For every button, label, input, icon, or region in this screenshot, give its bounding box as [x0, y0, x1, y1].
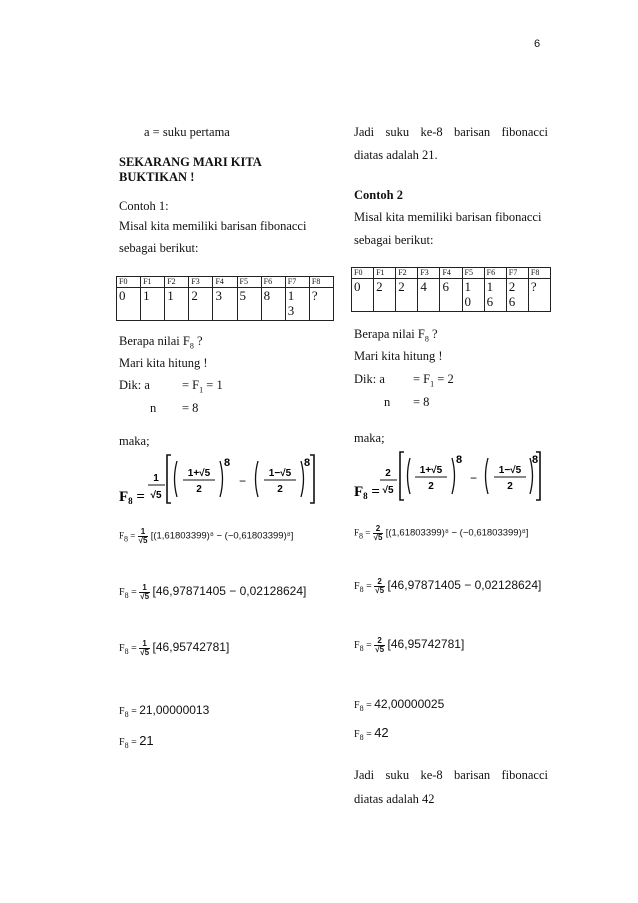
table-header-row — [352, 268, 551, 279]
minus-sign: − — [239, 474, 247, 488]
dik-a-value: = $F_1 = 1$ — [182, 378, 223, 395]
dik-a-value-2: = $F_1 = 2$ — [413, 372, 454, 389]
table-value-row — [352, 279, 551, 312]
dik-label: Dik: a — [119, 378, 150, 392]
binet-formula-2 — [352, 448, 542, 508]
table-value-cell: 0 — [117, 288, 141, 321]
result-line-2: $F_8 = 42$ — [354, 725, 389, 742]
count-line: Mari kita hitung ! — [119, 356, 208, 370]
table-header-cell: F2 — [396, 268, 418, 279]
example-1-label: Contoh 1: — [119, 199, 169, 213]
table-header-cell: F8 — [528, 268, 550, 279]
table-header-cell: F2 — [165, 277, 189, 288]
table-header-cell: F3 — [189, 277, 213, 288]
table-header-cell: F8 — [309, 277, 333, 288]
svg-text:2: 2 — [507, 481, 513, 492]
table-value-cell: ? — [309, 288, 333, 321]
f8-label: $F_8$ = — [354, 484, 380, 501]
left-bracket — [400, 452, 404, 500]
psi-numerator: 1−√5 — [498, 465, 522, 476]
intro-line2: sebagai berikut: — [119, 241, 199, 255]
step3-line: $F_8$ = $\frac{1}{√5}$ [46,95742781] — [119, 639, 230, 658]
table-header-cell: F7 — [285, 277, 309, 288]
step1-line: $F_8$ = $\frac{1}{√5}$ [(1,61803399)⁸ − (−0,61803399)⁸] — [119, 527, 294, 545]
table-value-cell: 2 — [189, 288, 213, 321]
step4-line: $F_8 = 21,00000013$ — [119, 703, 210, 719]
table-value-cell: 0 — [352, 279, 374, 312]
left-bracket — [167, 455, 171, 503]
maka-label-2: maka; — [354, 431, 385, 445]
heading-line2: BUKTIKAN ! — [119, 170, 195, 184]
page-number: 6 — [534, 38, 541, 50]
count-line-2: Mari kita hitung ! — [354, 349, 443, 363]
table-header-cell: F3 — [418, 268, 440, 279]
intro-line1: Misal kita memiliki barisan fibonacci — [119, 219, 307, 233]
dik-label-2: Dik: a — [354, 372, 385, 386]
table-value-cell: 3 — [213, 288, 237, 321]
sqrt5-denominator: √5 — [150, 490, 162, 501]
svg-text:2: 2 — [428, 481, 434, 492]
n-label: n — [150, 401, 157, 415]
svg-text:8: 8 — [304, 457, 311, 469]
conclusion-2-line2: diatas adalah 42 — [354, 792, 435, 806]
example-2-label: Contoh 2 — [354, 188, 403, 202]
sqrt5-denominator: √5 — [382, 485, 394, 496]
minus-sign: − — [470, 471, 478, 485]
f8-label: $F_8$ = — [119, 489, 145, 506]
heading-line1: SEKARANG MARI KITA — [119, 155, 262, 169]
conclusion-2-line1: Jadi suku ke-8 barisan fibonacci — [354, 768, 548, 782]
table-value-cell: 6 — [440, 279, 462, 312]
svg-text:2: 2 — [196, 484, 202, 495]
step2-line-2: $F_8$ = $\frac{2}{√5}$ [46,97871405 − 0,02128624] — [354, 577, 542, 596]
fibonacci-table-1 — [116, 276, 334, 321]
table-value-cell: 2 — [374, 279, 396, 312]
table-value-cell: 1 — [165, 288, 189, 321]
table-value-cell: 1 3 — [285, 288, 309, 321]
question-2: Berapa nilai $F_8$ ? — [354, 327, 438, 344]
table-header-cell: F4 — [440, 268, 462, 279]
coef-numerator: 2 — [385, 468, 391, 479]
step3-line-2: $F_8$ = $\frac{2}{√5}$ [46,95742781] — [354, 636, 465, 655]
fibonacci-table-2 — [351, 267, 551, 312]
step1-line-2: $F_8$ = $\frac{2}{√5}$ [(1,61803399)⁸ − (−0,61803399)⁸] — [354, 524, 529, 542]
table-header-cell: F5 — [237, 277, 261, 288]
table-value-cell: 8 — [261, 288, 285, 321]
a-definition: a = suku pertama — [144, 125, 230, 139]
step2-line: $F_8$ = $\frac{1}{√5}$ [46,97871405 − 0,02128624] — [119, 583, 307, 602]
table-value-cell: 2 6 — [506, 279, 528, 312]
exponent: 8 — [456, 454, 463, 466]
table-header-cell: F6 — [261, 277, 285, 288]
table-header-row — [117, 277, 334, 288]
exponent: 8 — [224, 457, 231, 469]
result-line: $F_8 = 21$ — [119, 733, 154, 750]
n-value: = 8 — [182, 401, 199, 415]
phi-numerator: 1+√5 — [187, 468, 211, 479]
table-value-cell: 4 — [418, 279, 440, 312]
table-header-cell: F6 — [484, 268, 506, 279]
right-bracket — [310, 455, 314, 503]
maka-label: maka; — [119, 434, 150, 448]
step4-line-2: $F_8 = 42,00000025$ — [354, 697, 445, 713]
table-header-cell: F0 — [117, 277, 141, 288]
intro2-line2: sebagai berikut: — [354, 233, 434, 247]
coef-numerator: 1 — [153, 473, 159, 484]
table-header-cell: F5 — [462, 268, 484, 279]
conclusion-1-line1: Jadi suku ke-8 barisan fibonacci — [354, 125, 548, 139]
psi-numerator: 1−√5 — [268, 468, 292, 479]
table-header-cell: F0 — [352, 268, 374, 279]
svg-text:8: 8 — [532, 454, 539, 466]
table-header-cell: F1 — [374, 268, 396, 279]
table-value-cell: 5 — [237, 288, 261, 321]
table-value-cell: 1 6 — [484, 279, 506, 312]
svg-text:2: 2 — [277, 484, 283, 495]
conclusion-1-line2: diatas adalah 21. — [354, 148, 438, 162]
phi-numerator: 1+√5 — [419, 465, 443, 476]
n-value-2: = 8 — [413, 395, 430, 409]
table-value-cell: 1 — [141, 288, 165, 321]
table-value-row — [117, 288, 334, 321]
table-value-cell: 2 — [396, 279, 418, 312]
table-value-cell: ? — [528, 279, 550, 312]
table-header-cell: F7 — [506, 268, 528, 279]
intro2-line1: Misal kita memiliki barisan fibonacci — [354, 210, 542, 224]
n-label-2: n — [384, 395, 391, 409]
table-header-cell: F1 — [141, 277, 165, 288]
table-value-cell: 1 0 — [462, 279, 484, 312]
binet-formula-1 — [117, 449, 317, 509]
table-header-cell: F4 — [213, 277, 237, 288]
question: Berapa nilai $F_8$ ? — [119, 334, 203, 351]
